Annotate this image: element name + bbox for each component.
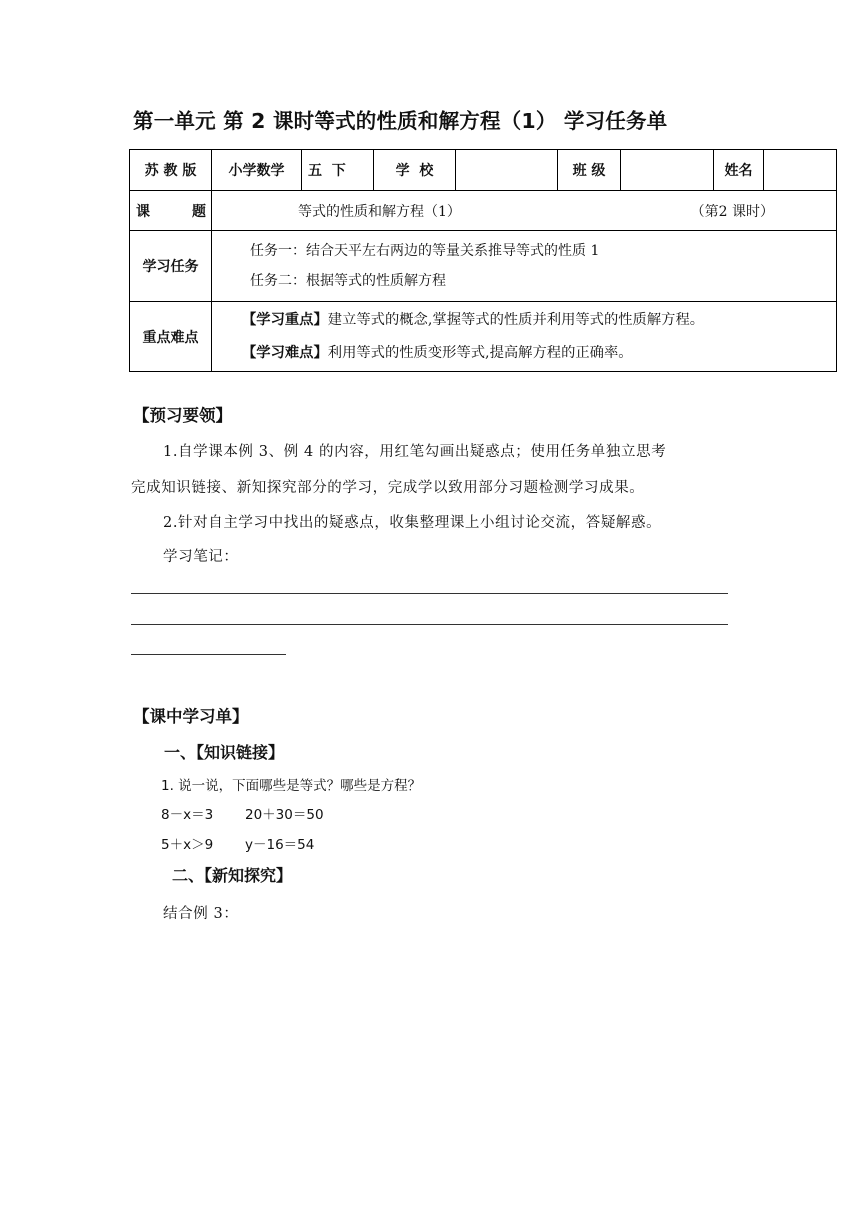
- subject-cell: 小学数学: [212, 150, 302, 191]
- expression-row-1: [161, 803, 324, 823]
- preview-item-1-line-2: 完成知识链接、新知探究部分的学习，完成学以致用部分习题检测学习成果。: [131, 480, 645, 496]
- key-point-text: 建立等式的概念,掌握等式的性质并利用等式的性质解方程。: [327, 311, 705, 328]
- page-title: 第一单元 第 2 课时等式的性质和解方程（1） 学习任务单: [133, 109, 668, 133]
- expression-row-2: [161, 833, 314, 853]
- difficulty-point: [212, 337, 830, 370]
- topic-label: 课题: [130, 191, 212, 231]
- expression-3: 5＋x＞9: [161, 837, 214, 853]
- class-field[interactable]: [621, 150, 714, 191]
- name-label: 姓名: [714, 150, 764, 191]
- key-point-tag: 【学习重点】: [242, 311, 328, 328]
- expression-2: 20＋30＝50: [245, 807, 324, 823]
- in-class-heading: 【课中学习单】: [133, 707, 249, 726]
- grade-cell: 五 下: [302, 150, 374, 191]
- school-label: 学 校: [374, 150, 456, 191]
- preview-item-2: 2.针对自主学习中找出的疑惑点，收集整理课上小组讨论交流，答疑解惑。: [163, 515, 662, 531]
- info-row-header: [130, 150, 837, 191]
- question-1: 1. 说一说，下面哪些是等式？哪些是方程？: [161, 778, 422, 794]
- tasks-label: 学习任务: [130, 231, 212, 302]
- task-1: 任务一：结合天平左右两边的等量关系推导等式的性质 1: [250, 243, 600, 259]
- class-label: 班 级: [558, 150, 621, 191]
- knowledge-link-title: 一、【知识链接】: [164, 743, 285, 762]
- difficulty-text: 利用等式的性质变形等式,提高解方程的正确率。: [327, 344, 633, 361]
- topic-period: （第2 课时）: [690, 203, 774, 220]
- topic-cell: [212, 191, 837, 231]
- notes-line-2[interactable]: [131, 624, 728, 625]
- notes-label: 学习笔记：: [163, 549, 239, 565]
- notes-line-3[interactable]: [131, 654, 286, 655]
- preview-item-1-line-1: 1.自学课本例 3、例 4 的内容，用红笔勾画出疑惑点；使用任务单独立思考: [163, 444, 667, 460]
- info-row-topic: [130, 191, 837, 231]
- info-table: [129, 149, 837, 372]
- keypoints-label: 重点难点: [130, 302, 212, 372]
- expression-1: 8－x＝3: [161, 807, 214, 823]
- publisher-cell: 苏 教 版: [130, 150, 212, 191]
- example-3-prompt: 结合例 3：: [163, 906, 239, 922]
- name-field[interactable]: [764, 150, 837, 191]
- notes-line-1[interactable]: [131, 593, 728, 594]
- expression-4: y－16＝54: [245, 837, 315, 853]
- task-2: 任务二：根据等式的性质解方程: [250, 273, 446, 289]
- info-row-keypoints: [130, 302, 837, 372]
- school-field[interactable]: [456, 150, 558, 191]
- tasks-cell: [212, 231, 837, 302]
- preview-heading: 【预习要领】: [133, 406, 232, 425]
- topic-name: 等式的性质和解方程（1）: [298, 203, 461, 220]
- difficulty-tag: 【学习难点】: [242, 344, 328, 361]
- keypoints-cell: [212, 302, 837, 372]
- info-row-tasks: [130, 231, 837, 302]
- new-knowledge-title: 二、【新知探究】: [172, 866, 293, 885]
- key-point: [212, 304, 830, 337]
